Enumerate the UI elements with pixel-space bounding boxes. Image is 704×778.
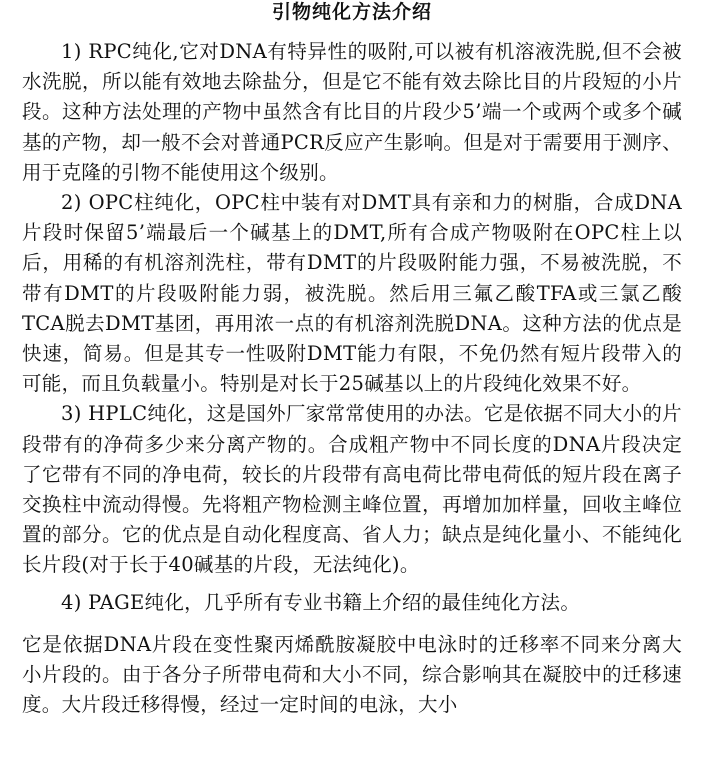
paragraph-rpc: 1) RPC纯化,它对DNA有特异性的吸附,可以被有机溶液洗脱,但不会被水洗脱，所以能有效地去除盐分，但是它不能有效去除比目的片段短的小片段。这种方法处理的产物中虽然含有比目的片段少5’端一个或两个或多个碱基的产物，却一般不会对普通PCR反应产生影响。但是对于需要用于测序、用于克隆的引物不能使用这个级别。 xyxy=(22,40,682,184)
paragraph-opc: 2) OPC柱纯化，OPC柱中装有对DMT具有亲和力的树脂，合成DNA片段时保留5’端最后一个碱基上的DMT,所有合成产物吸附在OPC柱上以后，用稀的有机溶剂洗柱，带有DMT的片段吸附能力强，不易被洗脱，不带有DMT的片段吸附能力弱，被洗脱。然后用三氟乙酸TFA或三氯乙酸TCA脱去DMT基团，再用浓一点的有机溶剂洗脱DNA。这种方法的优点是快速，简易。但是其专一性吸附DMT能力有限，不免仍然有短片段带入的可能，而且负载量小。特别是对长于25碱基以上的片段纯化效果不好。 xyxy=(22,191,682,396)
paragraph-hplc: 3) HPLC纯化，这是国外厂家常常使用的办法。它是依据不同大小的片段带有的净荷多少来分离产物的。合成粗产物中不同长度的DNA片段决定了它带有不同的净电荷，较长的片段带有高电荷比带电荷低的短片段在离子交换柱中流动得慢。先将粗产物检测主峰位置，再增加加样量，回收主峰位置的部分。它的优点是自动化程度高、省人力；缺点是纯化量小、不能纯化长片段(对于长于40碱基的片段，无法纯化)。 xyxy=(22,402,682,577)
document-title: 引物纯化方法介绍 xyxy=(271,1,432,23)
document-page xyxy=(22,0,682,720)
paragraph-page-heading: 4) PAGE纯化，几乎所有专业书籍上介绍的最佳纯化方法。 xyxy=(61,590,581,614)
paragraph-page-description: 它是依据DNA片段在变性聚丙烯酰胺凝胶中电泳时的迁移率不同来分离大小片段的。由于各分子所带电荷和大小不同，综合影响其在凝胶中的迁移速度。大片段迁移得慢，经过一定时间的电泳，大小 xyxy=(22,632,682,717)
